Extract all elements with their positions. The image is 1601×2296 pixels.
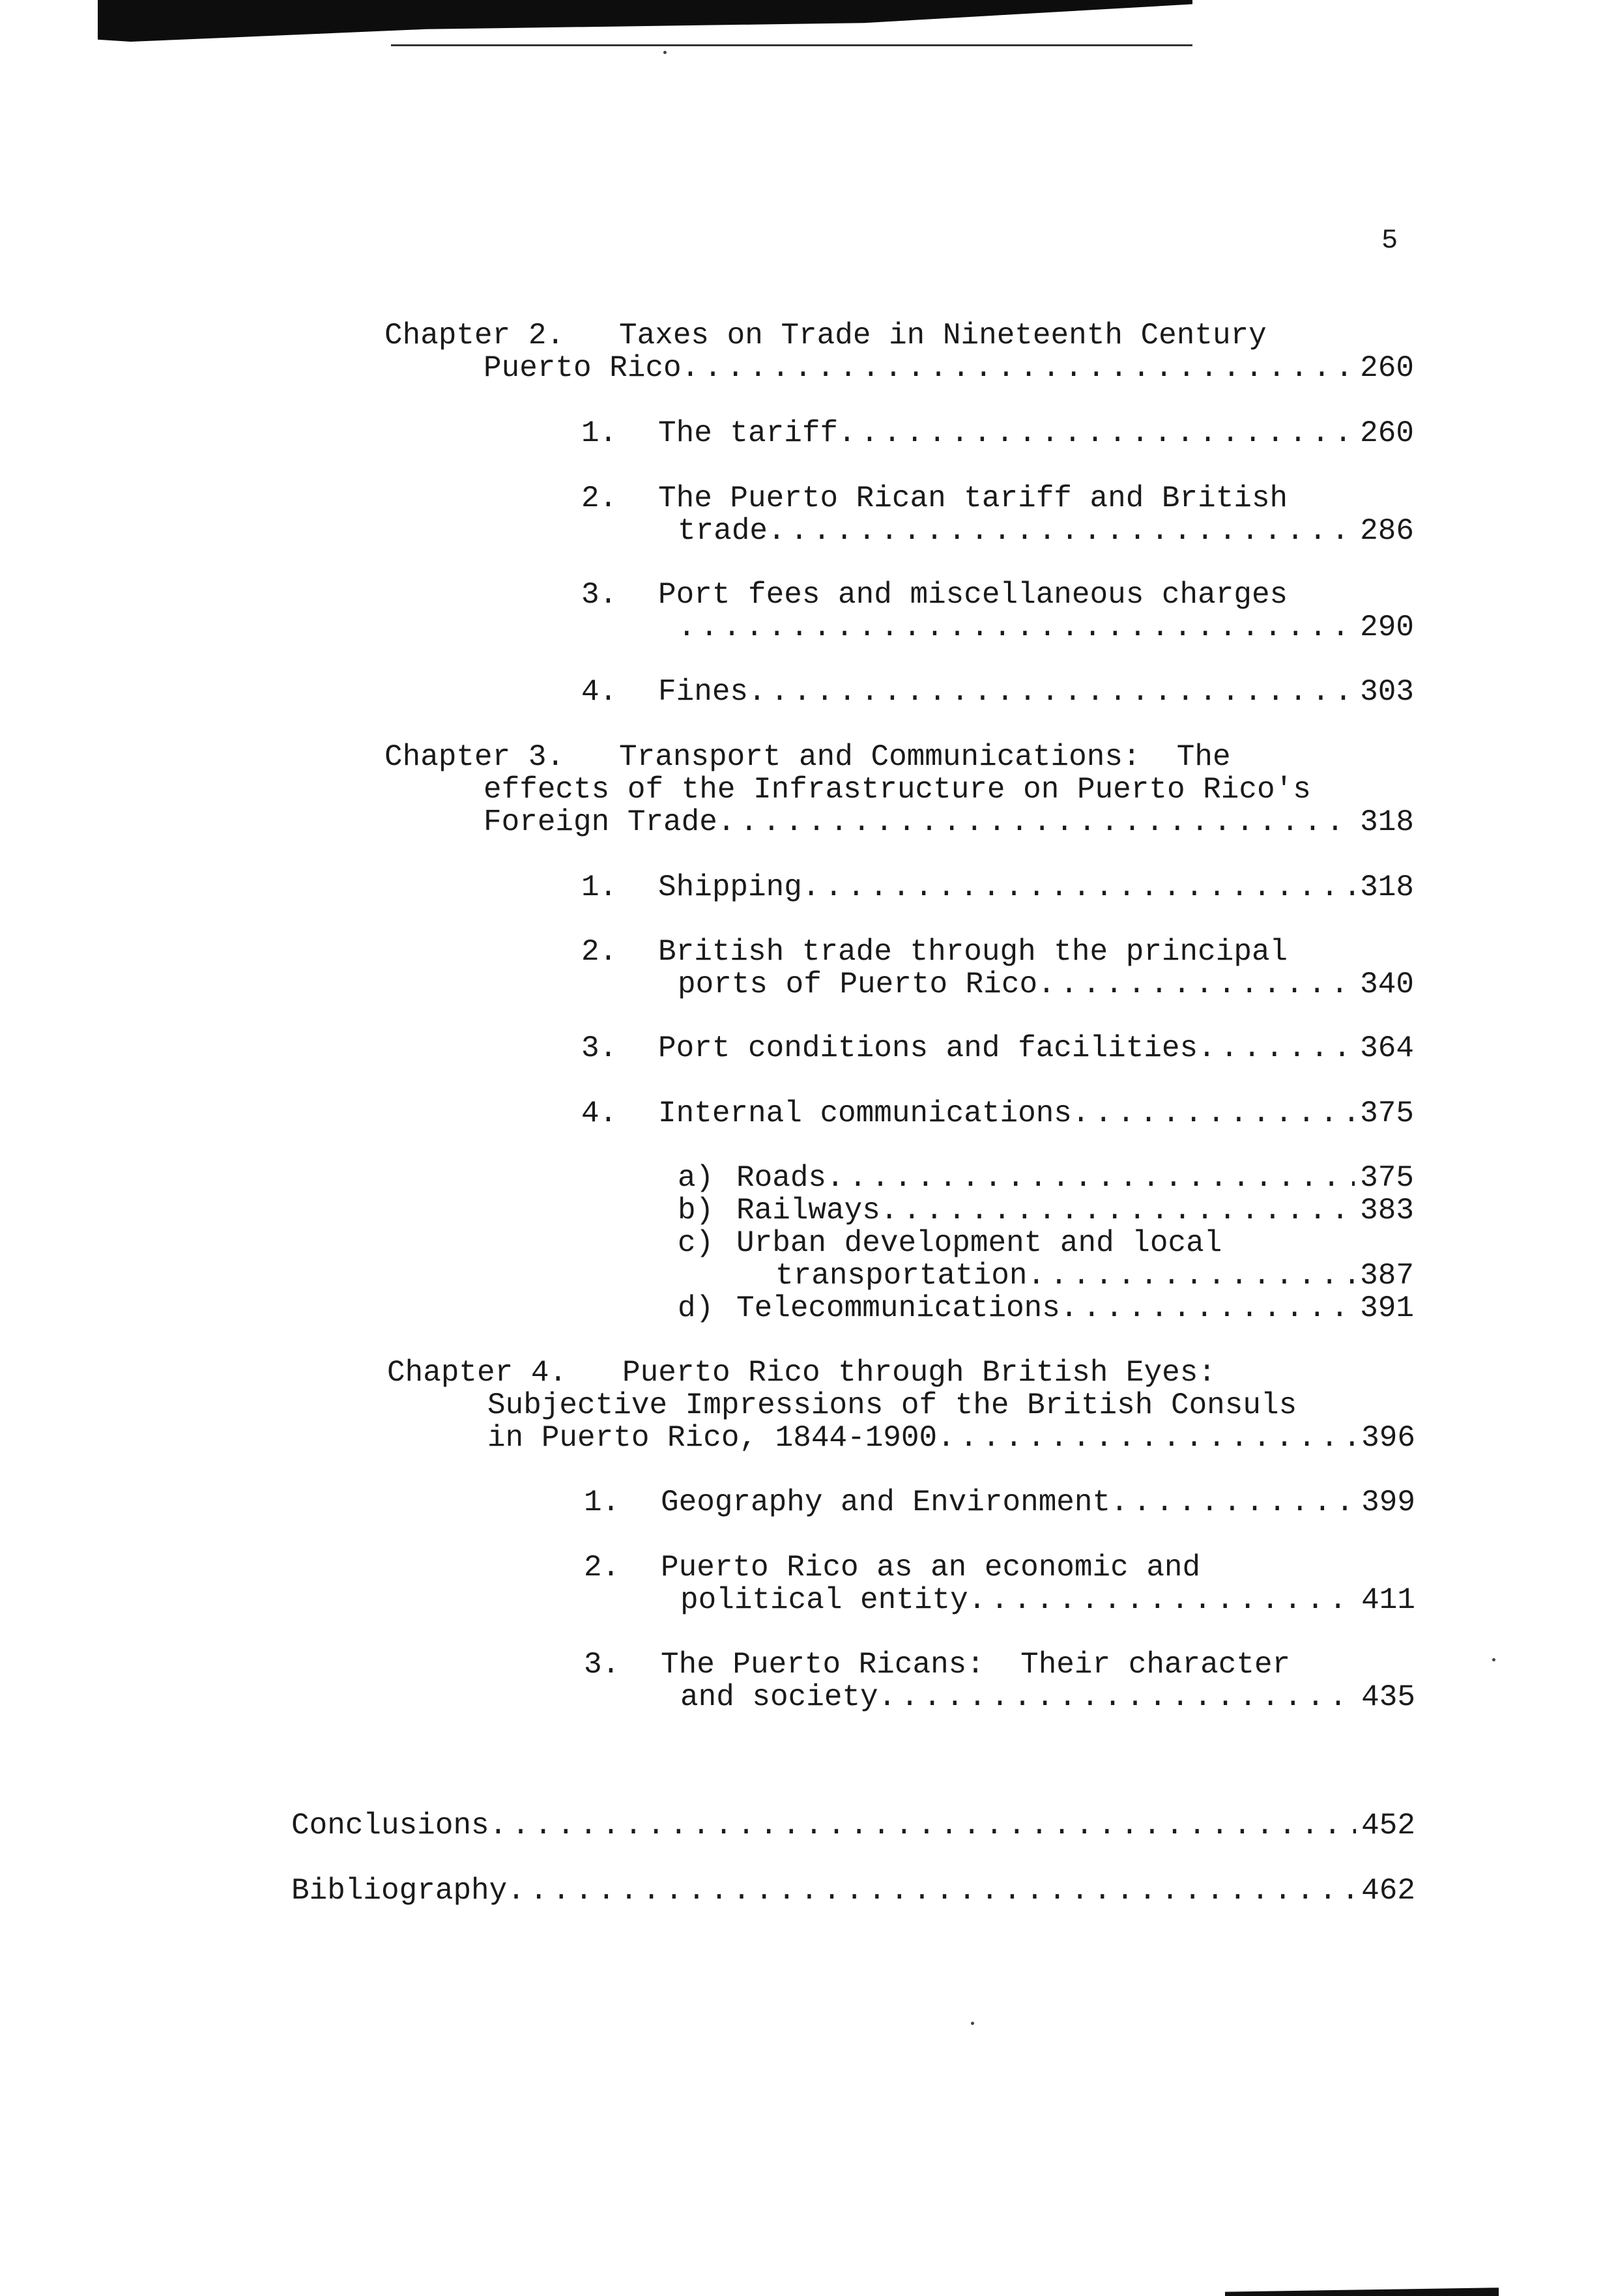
toc-entry-title: Puerto Rico	[483, 351, 682, 385]
toc-entry[interactable]	[680, 1681, 1415, 1714]
toc-chapter-title-line: Transport and Communications: The	[619, 740, 1231, 774]
toc-entry[interactable]	[658, 1032, 1414, 1065]
toc-entry-title: Fines	[658, 675, 749, 709]
toc-entry[interactable]	[483, 806, 1414, 839]
toc-page-number: 387	[1360, 1259, 1414, 1293]
toc-entry-title: Roads	[736, 1161, 827, 1195]
toc-entry-title: The tariff	[658, 416, 839, 450]
toc-entry-title: Telecommunications	[736, 1291, 1060, 1325]
toc-entry-title: transportation	[775, 1259, 1028, 1293]
toc-entry[interactable]	[658, 871, 1414, 904]
toc-page-number: 452	[1361, 1809, 1415, 1843]
toc-item-number: 4.	[581, 1097, 618, 1130]
toc-entry[interactable]	[736, 1292, 1414, 1325]
toc-entry[interactable]	[678, 968, 1414, 1001]
toc-entry-title-line: British trade through the principal	[658, 935, 1288, 969]
toc-chapter-number: Chapter 4.	[387, 1356, 568, 1390]
toc-entry-title-line: The Puerto Rican tariff and British	[658, 481, 1288, 515]
toc-page-number: 290	[1360, 610, 1414, 644]
toc-entry[interactable]	[678, 515, 1414, 547]
dot-leader	[1060, 1292, 1355, 1325]
toc-entry-title: Internal communications	[658, 1097, 1072, 1130]
dot-leader	[937, 1422, 1356, 1454]
dot-leader	[838, 417, 1355, 450]
toc-item-number: 2.	[584, 1551, 620, 1585]
toc-entry-title-line: Puerto Rico as an economic and	[661, 1551, 1201, 1585]
toc-item-number: 2.	[581, 481, 618, 515]
toc-entry-title: Conclusions	[291, 1809, 489, 1843]
toc-entry[interactable]	[736, 1194, 1414, 1227]
toc-chapter-title-line: effects of the Infrastructure on Puerto Rico's	[483, 773, 1311, 807]
toc-subitem-letter: a)	[678, 1161, 714, 1195]
toc-page-number: 318	[1360, 805, 1414, 839]
toc-page-number: 435	[1361, 1680, 1415, 1714]
toc-entry[interactable]	[658, 417, 1414, 450]
toc-entry[interactable]	[658, 676, 1414, 708]
toc-entry[interactable]	[736, 1162, 1414, 1194]
toc-page-number: 260	[1360, 416, 1414, 450]
toc-entry[interactable]	[291, 1874, 1415, 1907]
toc-page-number: 375	[1360, 1097, 1414, 1130]
dot-leader	[880, 1194, 1355, 1227]
page-number: 5	[1381, 225, 1398, 256]
toc-subitem-letter: c)	[678, 1226, 714, 1260]
toc-entry-title: Bibliography	[291, 1874, 508, 1908]
toc-item-number: 4.	[581, 675, 618, 709]
toc-page-number: 462	[1361, 1874, 1415, 1908]
toc-entry[interactable]	[661, 1486, 1415, 1519]
dot-leader	[768, 515, 1355, 547]
toc-entry-title: and society	[680, 1680, 878, 1714]
dot-leader	[878, 1681, 1357, 1714]
dot-leader	[748, 676, 1355, 708]
dot-leader	[717, 806, 1355, 839]
toc-page-number: 375	[1360, 1161, 1414, 1195]
toc-page-number: 396	[1361, 1421, 1415, 1455]
toc-entry-title: political entity	[680, 1583, 968, 1617]
toc-entry[interactable]	[658, 1097, 1414, 1130]
toc-page-number: 286	[1360, 514, 1414, 548]
toc-chapter-number: Chapter 2.	[384, 319, 565, 352]
toc-entry[interactable]	[678, 611, 1414, 644]
dot-leader	[682, 352, 1355, 384]
dot-leader	[1027, 1259, 1355, 1292]
toc-page-number: 303	[1360, 675, 1414, 709]
toc-item-number: 1.	[581, 416, 618, 450]
toc-entry-title-line: Urban development and local	[736, 1226, 1222, 1260]
toc-entry-title: Railways	[736, 1194, 880, 1227]
toc-entry[interactable]	[775, 1259, 1414, 1292]
dot-leader	[802, 871, 1355, 904]
toc-entry-title: ports of Puerto Rico	[678, 968, 1038, 1001]
toc-item-number: 1.	[584, 1485, 620, 1519]
toc-entry-title: trade	[678, 514, 768, 548]
dot-leader	[1198, 1032, 1355, 1065]
toc-subitem-letter: b)	[678, 1194, 714, 1227]
toc-chapter-title-line: Taxes on Trade in Nineteenth Century	[619, 319, 1267, 352]
toc-page-number: 318	[1360, 870, 1414, 904]
toc-page-number: 399	[1361, 1485, 1415, 1519]
toc-page-number: 411	[1361, 1583, 1415, 1617]
toc-page-number: 383	[1360, 1194, 1414, 1227]
toc-item-number: 2.	[581, 935, 618, 969]
toc-entry-title: Port conditions and facilities	[658, 1031, 1198, 1065]
toc-entry-title: Geography and Environment	[661, 1485, 1111, 1519]
toc-entry-title: in Puerto Rico, 1844-1900	[487, 1421, 938, 1455]
toc-page-number: 391	[1360, 1291, 1414, 1325]
toc-entry[interactable]	[483, 352, 1414, 384]
dot-leader	[1072, 1097, 1355, 1130]
toc-entry[interactable]	[680, 1584, 1415, 1616]
dot-leader	[489, 1809, 1357, 1842]
toc-entry[interactable]	[487, 1422, 1415, 1454]
toc-entry[interactable]	[291, 1809, 1415, 1842]
toc-chapter-title-line: Puerto Rico through British Eyes:	[622, 1356, 1216, 1390]
dot-leader	[826, 1162, 1355, 1194]
toc-entry-title: Foreign Trade	[483, 805, 717, 839]
toc-chapter-number: Chapter 3.	[384, 740, 565, 774]
toc-item-number: 3.	[581, 1031, 618, 1065]
toc-chapter-title-line: Subjective Impressions of the British Consuls	[487, 1388, 1297, 1422]
toc-entry-title-line: Port fees and miscellaneous charges	[658, 578, 1288, 612]
dot-leader	[507, 1874, 1356, 1907]
toc-item-number: 3.	[584, 1648, 620, 1682]
toc-item-number: 3.	[581, 578, 618, 612]
toc-page-number: 364	[1360, 1031, 1414, 1065]
toc-entry-title-line: The Puerto Ricans: Their character	[661, 1648, 1291, 1682]
toc-item-number: 1.	[581, 870, 618, 904]
toc-page-number: 260	[1360, 351, 1414, 385]
dot-leader	[678, 611, 1355, 644]
dot-leader	[1110, 1486, 1356, 1519]
toc-page-number: 340	[1360, 968, 1414, 1001]
dot-leader	[968, 1584, 1357, 1616]
dot-leader	[1037, 968, 1355, 1001]
toc-entry-title: Shipping	[658, 870, 802, 904]
toc-subitem-letter: d)	[678, 1291, 714, 1325]
